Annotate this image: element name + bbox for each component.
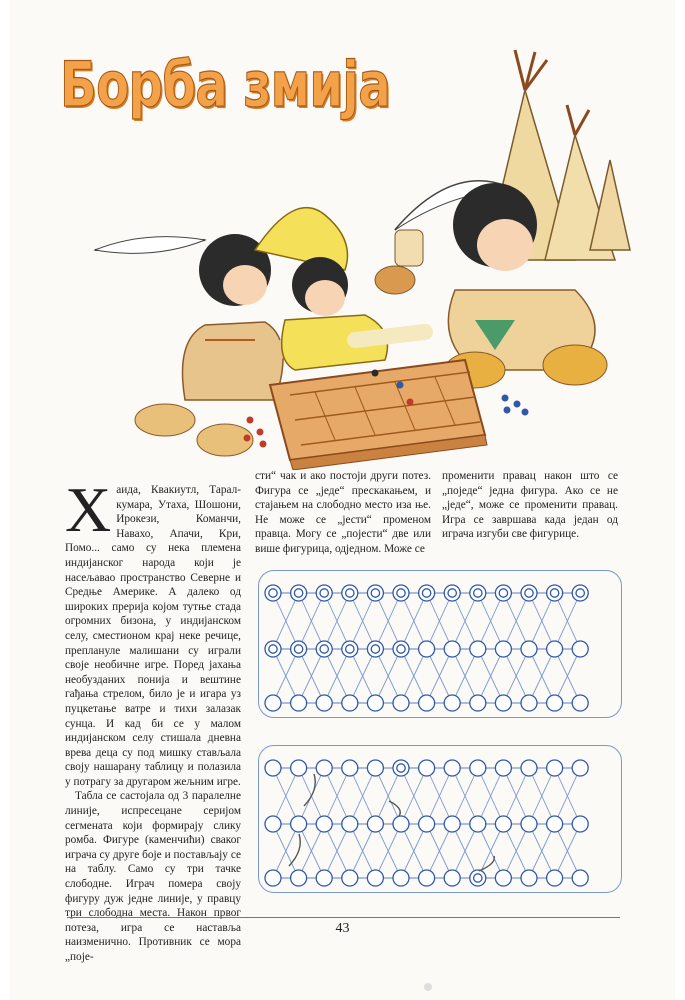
board-point	[547, 870, 563, 886]
board-point	[495, 641, 511, 657]
board-point	[547, 585, 563, 601]
move-arrow	[479, 856, 494, 871]
board-point	[572, 585, 588, 601]
board-point	[419, 641, 435, 657]
board-point	[367, 816, 383, 832]
board-point	[444, 870, 460, 886]
drop-cap: Х	[65, 474, 112, 545]
board-point	[265, 695, 281, 711]
board-point	[572, 760, 588, 776]
board-point	[316, 585, 332, 601]
board-point	[342, 760, 358, 776]
board-point	[419, 585, 435, 601]
board-point	[470, 760, 486, 776]
board-point	[419, 816, 435, 832]
board-point	[521, 641, 537, 657]
board-point	[342, 585, 358, 601]
board-point	[291, 695, 307, 711]
board-point	[291, 870, 307, 886]
board-diagram-start-svg	[259, 571, 621, 717]
footer-rule	[67, 917, 620, 918]
board-point	[393, 816, 409, 832]
board-point	[495, 870, 511, 886]
text-column-3	[442, 469, 618, 542]
board-point	[547, 641, 563, 657]
board-point	[291, 816, 307, 832]
board-point	[495, 760, 511, 776]
board-point	[393, 585, 409, 601]
board-point	[316, 816, 332, 832]
board-point	[265, 870, 281, 886]
board-point	[419, 760, 435, 776]
paragraph-rules-end: променити правац након што се „поједе“ једна фигура. Ако се не „једе“, може се променити правац. Игра се завршава када један од играча изгуби све фигурице.	[442, 470, 618, 541]
board-point	[495, 695, 511, 711]
board-point	[419, 695, 435, 711]
board-diagram-moves	[258, 745, 622, 893]
board-point	[265, 585, 281, 601]
game-board-illustration	[270, 360, 487, 470]
board-point	[393, 695, 409, 711]
board-point	[393, 760, 409, 776]
board-point	[367, 641, 383, 657]
board-point	[521, 870, 537, 886]
board-point	[265, 641, 281, 657]
board-point	[470, 695, 486, 711]
paragraph-rules-cont: сти“ чак и ако постоји други потез. Фигура се „једе“ прескакањем, и стајањем на слободно место иза ње. Не може се „јести“ променом правца. Могу се „појести“ две или више фигурица, одједном. Може се	[255, 470, 431, 555]
board-point	[547, 816, 563, 832]
binding-hole	[424, 983, 432, 991]
board-point	[470, 816, 486, 832]
board-point	[495, 585, 511, 601]
paragraph-intro: аида, Квакиутл, Тарал-кумара, Утаха, Шошони, Ирокези, Команчи, Навахо, Апачи, Кри, Помо... само су нека племена индијанског народа који је насељавао пространство Северне и Средње Америке. А далеко од широких прерија којом тутње стада огромних бизона, у индијанском селу, сместиoном крај неке речице, преплануле малишани су играли своје необичне игре. Поред јахања необузданих понија и вештине гађања стрелом, било је и игара уз пуцкетање ватре и тихи залазак сунца. И кад би се у малом индијанском селу стишала дневна врева деца су под мишку стављала своју нашарану таблицу и полазила у потрагу за другаром жељним игре.	[65, 484, 241, 788]
board-point	[342, 695, 358, 711]
board-point	[316, 641, 332, 657]
board-point	[444, 760, 460, 776]
board-point	[521, 760, 537, 776]
board-point	[393, 641, 409, 657]
board-point	[316, 695, 332, 711]
board-point	[342, 641, 358, 657]
board-point	[572, 816, 588, 832]
board-point	[316, 760, 332, 776]
board-point	[547, 695, 563, 711]
board-point	[393, 870, 409, 886]
board-point	[367, 760, 383, 776]
move-arrow	[389, 801, 400, 816]
board-point	[265, 816, 281, 832]
board-point	[342, 870, 358, 886]
board-point	[470, 870, 486, 886]
board-point	[572, 641, 588, 657]
board-point	[444, 585, 460, 601]
text-column-1	[65, 474, 241, 965]
page-number: 43	[335, 921, 350, 936]
board-point	[521, 585, 537, 601]
board-point	[444, 816, 460, 832]
board-point	[291, 585, 307, 601]
board-point	[572, 870, 588, 886]
board-point	[495, 816, 511, 832]
child-left-illustration	[95, 234, 305, 456]
board-point	[572, 695, 588, 711]
pots-illustration	[375, 230, 423, 294]
board-point	[419, 870, 435, 886]
board-diagram-start	[258, 570, 622, 718]
board-point	[444, 641, 460, 657]
board-point	[521, 816, 537, 832]
board-point	[342, 816, 358, 832]
board-point	[367, 585, 383, 601]
board-point	[367, 695, 383, 711]
board-point	[470, 585, 486, 601]
board-point	[470, 641, 486, 657]
board-point	[265, 760, 281, 776]
board-point	[291, 641, 307, 657]
text-column-2	[255, 469, 431, 557]
page-title: Борба змија	[60, 48, 391, 121]
board-point	[521, 695, 537, 711]
board-point	[367, 870, 383, 886]
paragraph-rules: Табла се састојала од 3 паралелне линије, испресецане серијом сегмената који формирају слику ромба. Фигуре (каменчићи) сваког играча су друге боје и постављају се на таблу. Само су три тачке слободне. Играч помера своју фигуру дуж једне линије, у правцу три слободна места. Након првог потеза, игра се наставља наизменично. Противник се мора „поје-	[65, 790, 241, 963]
board-point	[291, 760, 307, 776]
board-point	[316, 870, 332, 886]
board-point	[547, 760, 563, 776]
board-diagram-moves-svg	[259, 746, 621, 892]
board-point	[444, 695, 460, 711]
